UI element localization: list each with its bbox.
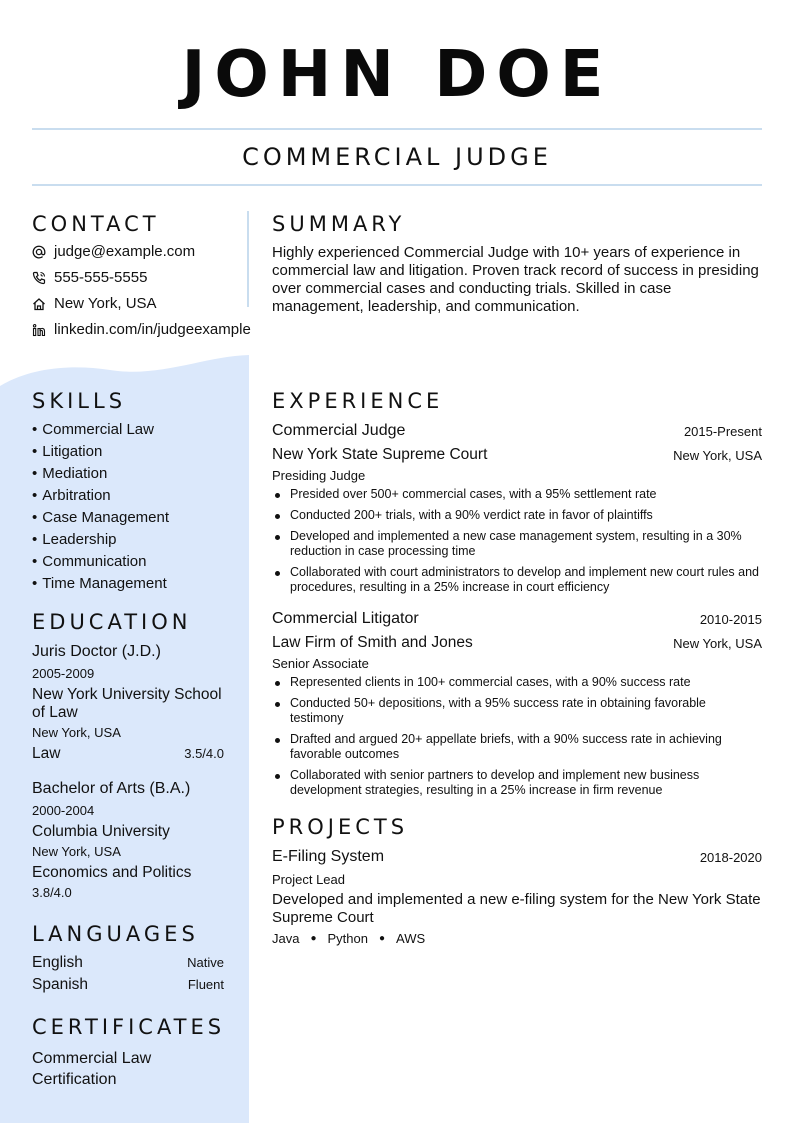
- job-role: Senior Associate: [272, 656, 369, 671]
- skill-item: • Communication: [32, 551, 169, 573]
- edu-degree: Bachelor of Arts (B.A.): [32, 780, 191, 797]
- project-role: Project Lead: [272, 872, 345, 887]
- job-bullet: Presided over 500+ commercial cases, with a 95% settlement rate: [272, 487, 762, 502]
- job-bullet: Represented clients in 100+ commercial cases, with a 90% success rate: [272, 675, 762, 690]
- skill-item: • Arbitration: [32, 485, 169, 507]
- skills-heading: SKILLS: [32, 389, 127, 413]
- edu-location: New York, USA: [32, 725, 121, 740]
- job-bullet: Conducted 50+ depositions, with a 95% success rate in obtaining favorable testimony: [272, 696, 762, 726]
- job-bullets: [272, 675, 762, 804]
- edu-gpa: 3.5/4.0: [184, 746, 224, 761]
- job-title: Commercial Judge: [272, 422, 406, 439]
- edu-dates: 2000-2004: [32, 803, 95, 818]
- tech-item: AWS: [396, 931, 426, 946]
- job-bullet: Collaborated with court administrators to develop and implement new court rules and procedures, resulting in a 25% increase in court efficiency: [272, 565, 762, 595]
- phone-icon: [32, 271, 54, 285]
- edu-school: Columbia University: [32, 823, 170, 840]
- job-dates: 2010-2015: [699, 612, 762, 627]
- contact-email-text: judge@example.com: [54, 243, 196, 260]
- edu-dates: 2005-2009: [32, 666, 95, 681]
- contact-heading: CONTACT: [32, 212, 160, 236]
- skill-item: • Leadership: [32, 529, 169, 551]
- tech-item: Python: [327, 931, 368, 946]
- job-bullet: Collaborated with senior partners to develop and implement new business development strategies, resulting in a 25% increase in firm revenue: [272, 768, 762, 798]
- tech-separator: ●: [379, 933, 386, 944]
- project-dates: 2018-2020: [699, 850, 762, 865]
- skill-item: • Commercial Law: [32, 419, 169, 441]
- edu-gpa: 3.8/4.0: [32, 885, 72, 900]
- job-org: Law Firm of Smith and Jones: [272, 634, 473, 651]
- column-divider: [247, 211, 249, 307]
- skill-item: • Litigation: [32, 441, 169, 463]
- contact-location-text: New York, USA: [54, 295, 157, 312]
- language-level: Fluent: [187, 977, 224, 992]
- job-bullet: Drafted and argued 20+ appellate briefs, with a 90% success rate in achieving favorable outcomes: [272, 732, 762, 762]
- at-icon: [32, 245, 54, 259]
- edu-degree: Juris Doctor (J.D.): [32, 643, 161, 660]
- summary-heading: SUMMARY: [272, 212, 406, 236]
- languages-heading: LANGUAGES: [32, 922, 199, 946]
- edu-field: Economics and Politics: [32, 864, 192, 881]
- contact-linkedin-text: linkedin.com/in/judgeexample: [54, 321, 251, 338]
- certificates-heading: CERTIFICATES: [32, 1015, 226, 1039]
- skill-item: • Case Management: [32, 507, 169, 529]
- edu-field: Law: [32, 745, 61, 762]
- job-title: COMMERCIAL JUDGE: [242, 143, 552, 171]
- contact-linkedin[interactable]: [32, 321, 251, 338]
- job-role: Presiding Judge: [272, 468, 366, 483]
- project-description: Developed and implemented a new e-filing system for the New York State Supreme Court: [272, 891, 761, 926]
- job-dates: 2015-Present: [683, 424, 762, 439]
- experience-heading: EXPERIENCE: [272, 389, 444, 413]
- contact-location: [32, 295, 157, 312]
- contact-phone-text: 555-555-5555: [54, 269, 148, 286]
- skills-list: [32, 419, 169, 595]
- project-name: E-Filing System: [272, 848, 385, 865]
- language-name: English: [32, 954, 83, 971]
- education-heading: EDUCATION: [32, 610, 192, 634]
- summary-text: Highly experienced Commercial Judge with 10+ years of experience in commercial law and litigation. Proven track record of success in presiding over commercial cases and conducting trials. Skilled in case management, leadership, and communication.: [272, 244, 759, 315]
- edu-location: New York, USA: [32, 844, 121, 859]
- language-level: Native: [187, 955, 224, 970]
- header-rule-bottom: [32, 184, 762, 186]
- home-icon: [32, 297, 54, 311]
- job-bullets: [272, 487, 762, 601]
- language-name: Spanish: [32, 976, 89, 993]
- skill-item: • Mediation: [32, 463, 169, 485]
- job-location: New York, USA: [673, 636, 762, 651]
- job-bullet: Conducted 200+ trials, with a 90% verdict rate in favor of plaintiffs: [272, 508, 762, 523]
- contact-phone[interactable]: [32, 269, 147, 286]
- candidate-name: JOHN DOE: [181, 38, 613, 112]
- project-tech-list: [272, 931, 425, 946]
- linkedin-icon: [32, 323, 54, 337]
- certificate-item: Commercial Law Certification: [32, 1050, 152, 1088]
- job-location: New York, USA: [673, 448, 762, 463]
- edu-school: New York University School of Law: [32, 686, 222, 721]
- tech-item: Java: [272, 931, 300, 946]
- header-rule-top: [32, 128, 762, 130]
- skill-item: • Time Management: [32, 573, 169, 595]
- contact-email[interactable]: [32, 243, 195, 260]
- projects-heading: PROJECTS: [272, 815, 409, 839]
- job-bullet: Developed and implemented a new case management system, resulting in a 30% reduction in case processing time: [272, 529, 762, 559]
- tech-separator: ●: [310, 933, 317, 944]
- job-title: Commercial Litigator: [272, 610, 419, 627]
- job-org: New York State Supreme Court: [272, 446, 488, 463]
